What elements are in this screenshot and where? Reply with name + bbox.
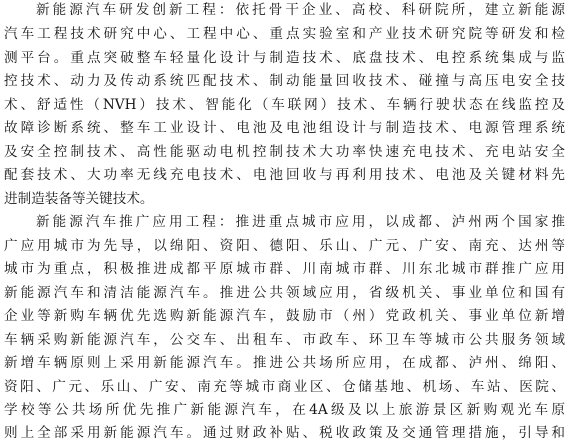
text-line: 车辆采购新能源汽车，公交车、出租车、市政车、环卫车等城市公共服务领域 bbox=[4, 332, 565, 348]
text-line: 新能源汽车研发创新工程：依托骨干企业、高校、科研院所，建立新能源 bbox=[36, 2, 565, 18]
text-line: 则上全部采用新能源汽车。通过财政补贴、税收政策及交通管理措施，引导和 bbox=[4, 425, 565, 441]
text-line: 汽车工程技术研究中心、工程中心、重点实验室和产业技术研究院等研发和检 bbox=[4, 26, 565, 42]
text-line: 新能源汽车和清洁能源汽车。推进公共领域应用，省级机关、事业单位和国有 bbox=[4, 285, 565, 301]
text-line: 新增车辆原则上采用新能源汽车。推进公共场所应用，在成都、泸州、绵阳、 bbox=[4, 355, 565, 371]
text-line: 术、舒适性（NVH）技术、智能化（车联网）技术、车辆行驶状态在线监控及 bbox=[4, 97, 565, 113]
text-line: 企业等新购车辆优先选购新能源汽车，鼓励市（州）党政机关、事业单位新增 bbox=[4, 308, 565, 324]
text-line: 故障诊断系统、整车工业设计、电池及电池组设计与制造技术、电源管理系统 bbox=[4, 120, 565, 136]
text-line: 新能源汽车推广应用工程：推进重点城市应用，以成都、泸州两个国家推 bbox=[36, 214, 565, 230]
text-line: 及安全控制技术、高性能驱动电机控制技术大功率快速充电技术、充电站安全 bbox=[4, 144, 565, 160]
text-line: 广应用城市为先导，以绵阳、资阳、德阳、乐山、广元、广安、南充、达州等 bbox=[4, 238, 565, 254]
text-line: 学校等公共场所优先推广新能源汽车，在4A级及以上旅游景区新购观光车原 bbox=[4, 402, 565, 418]
text-line: 进制造装备等关键技术。 bbox=[4, 191, 154, 207]
text-line: 资阳、广元、乐山、广安、南充等城市商业区、仓储基地、机场、车站、医院、 bbox=[4, 379, 565, 395]
text-line: 测平台。重点突破整车轻量化设计与制造技术、底盘技术、电控系统集成与监 bbox=[4, 50, 565, 66]
text-line: 城市为重点，积极推进成都平原城市群、川南城市群、川东北城市群推广应用 bbox=[4, 261, 565, 277]
text-line: 控技术、动力及传动系统匹配技术、制动能量回收技术、碰撞与高压电安全技 bbox=[4, 73, 565, 89]
text-line: 配套技术、大功率无线充电技术、电池回收与再利用技术、电池及关键材料先 bbox=[4, 167, 565, 183]
